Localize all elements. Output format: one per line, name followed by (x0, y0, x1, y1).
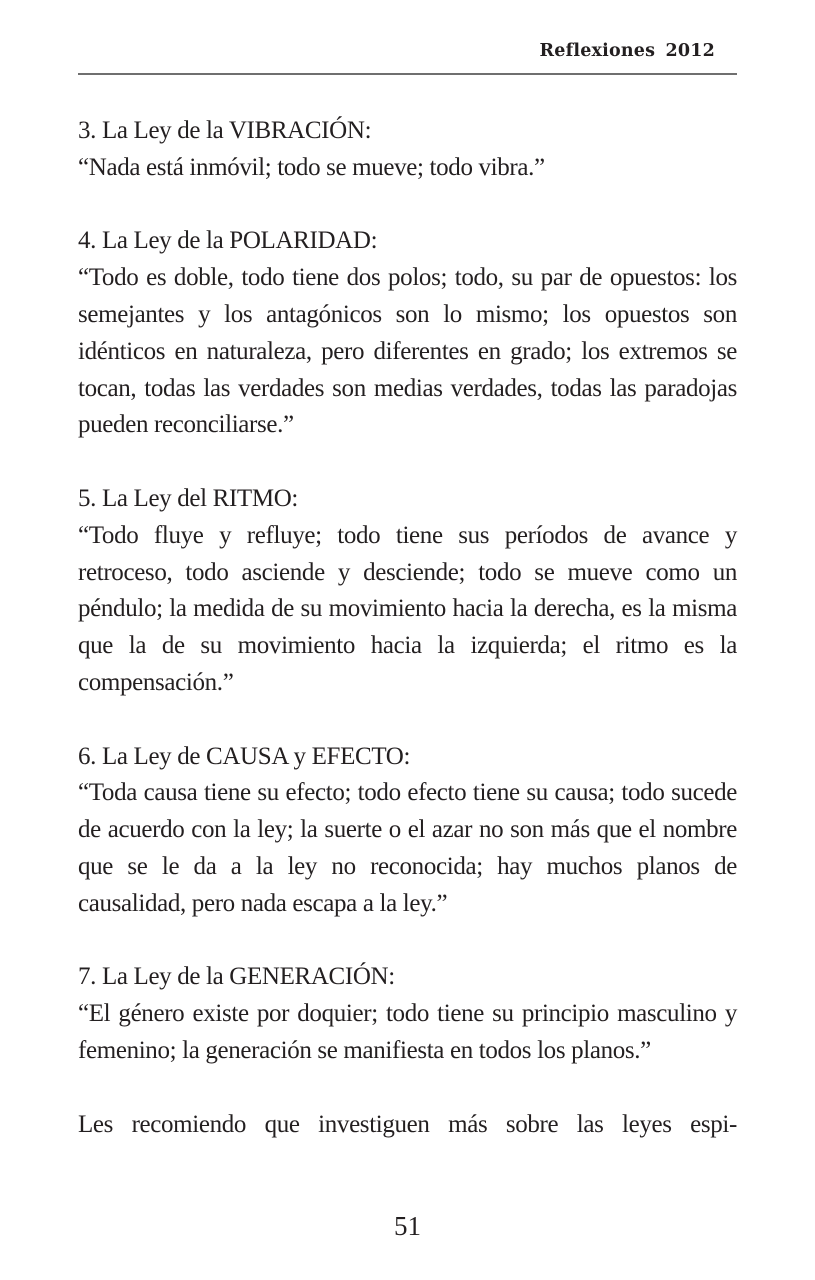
law-quote: “Nada está inmóvil; todo se mueve; todo vibra.” (78, 153, 545, 181)
page-number: 51 (394, 1211, 421, 1241)
law-quote: “Toda causa tiene su efecto; todo efecto tiene su causa; todo sucede de acuerdo con la ley; la suerte o el azar no son más que el nombre que se le da a la ley no reconocida; hay muchos planos de causalidad, pero nada escapa a la ley.” (78, 779, 737, 917)
law-title: 3. La Ley de la VIBRACIÓN: (78, 117, 372, 144)
law-rhythm (78, 481, 737, 702)
law-title: 5. La Ley del RITMO: (78, 484, 299, 512)
law-quote: “Todo es doble, todo tiene dos polos; todo, su par de opuestos: los semejantes y los antagónicos son lo mismo; los opuestos son idénticos en naturaleza, pero diferentes en grado; los extremos se tocan, todas las verdades son medias verdades, todas las paradojas pueden reconciliarse.” (78, 264, 737, 439)
law-generation (78, 959, 737, 1069)
law-title: 4. La Ley de la POLARIDAD: (78, 227, 378, 255)
law-cause-effect (78, 739, 737, 923)
page-body (78, 113, 737, 1143)
running-header (78, 40, 737, 75)
law-polarity (78, 223, 737, 444)
closing-paragraph: Les recomiendo que investiguen más sobre las leyes espi- (78, 1110, 737, 1138)
law-quote: “El género existe por doquier; todo tiene su principio masculino y femenino; la generación se manifiesta en todos los planos.” (78, 1000, 737, 1064)
law-title: 7. La Ley de la GENERACIÓN: (78, 963, 395, 991)
law-quote: “Todo fluye y refluye; todo tiene sus períodos de avance y retroceso, todo asciende y desciende; todo se mueve como un péndulo; la medida de su movimiento hacia la derecha, es la misma que la de su movimiento hacia la izquierda; el ritmo es la compensación.” (78, 521, 737, 696)
law-vibration (78, 113, 737, 187)
running-header-title: Reflexiones 2012 (539, 41, 715, 61)
law-title: 6. La Ley de CAUSA y EFECTO: (78, 742, 411, 770)
